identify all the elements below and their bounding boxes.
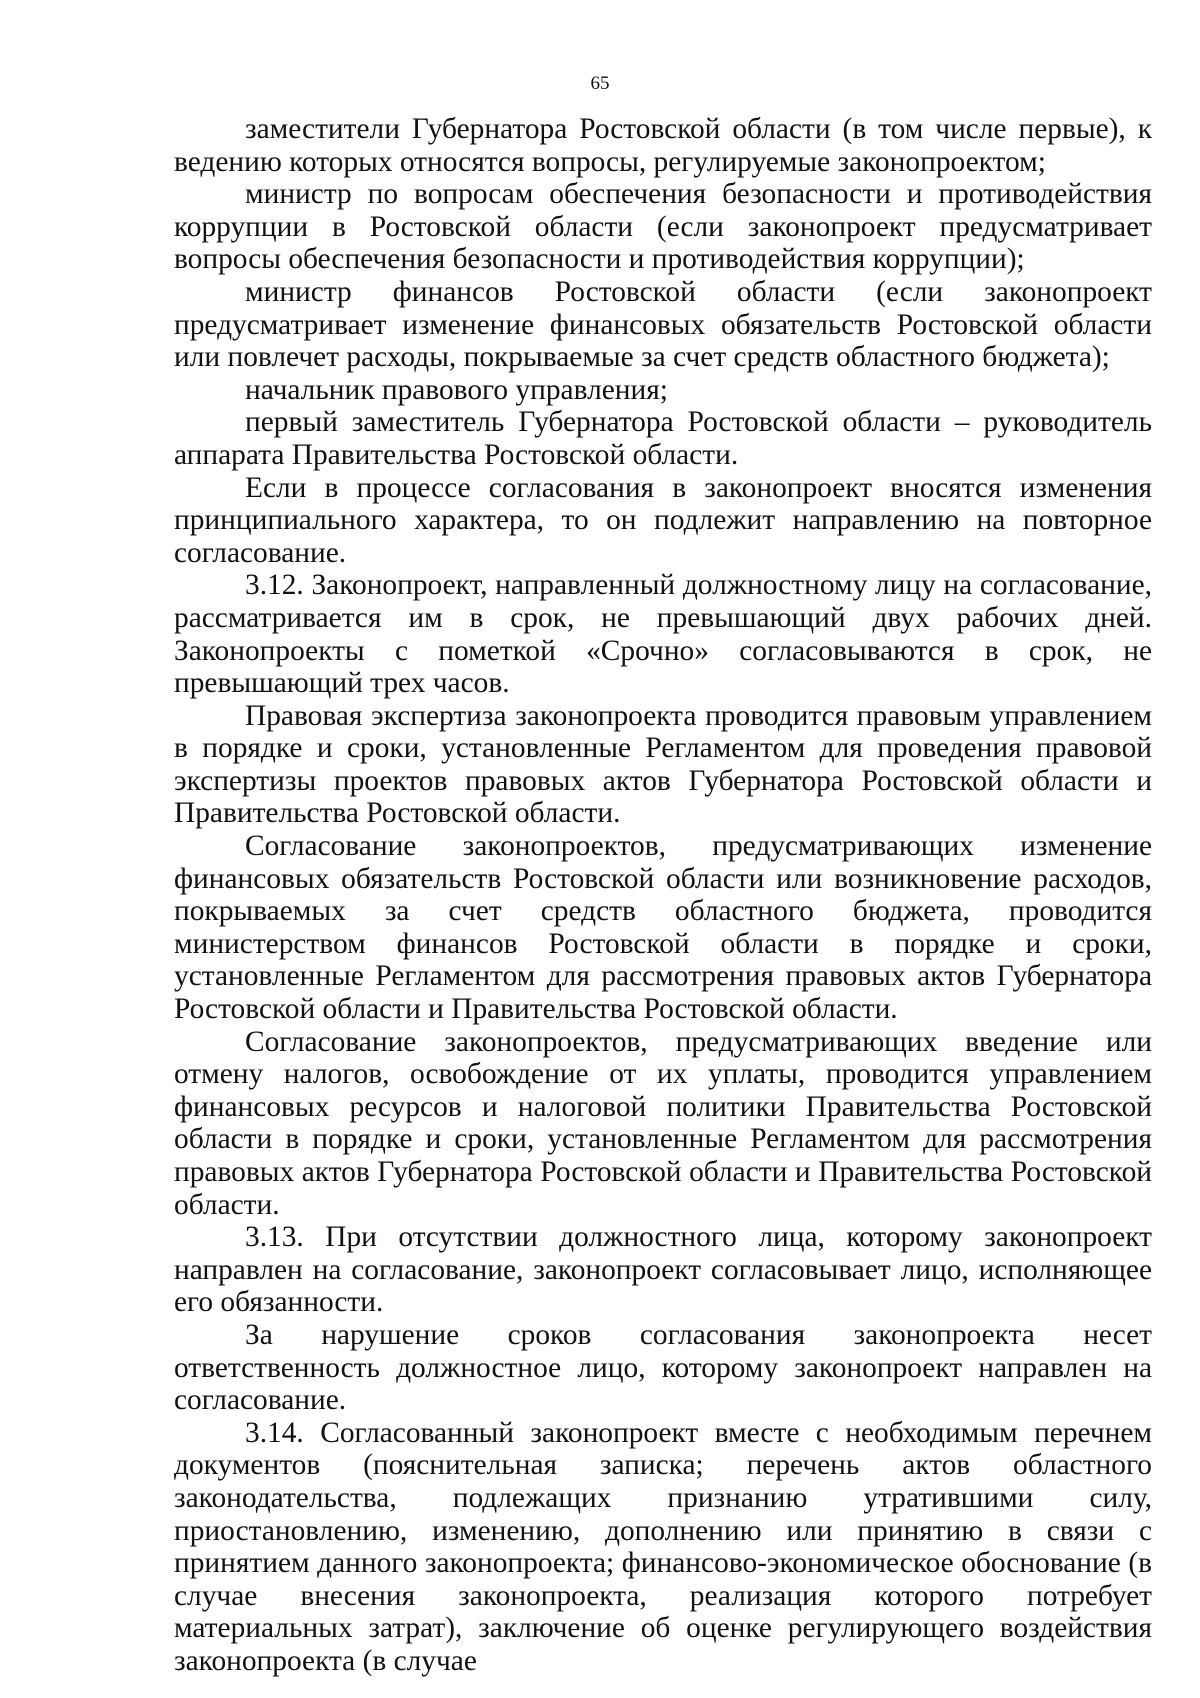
paragraph-finance-minister: министр финансов Ростовской области (если законопроект предусматривает изменение финансовых обязательств Ростовской области или повлечет расходы, покрываемые за счет средств областного бюджета); (174, 275, 1152, 374)
paragraph-repeat-approval: Если в процессе согласования в законопроект вносятся изменения принципиального характера, то он подлежит направлению на повторное согласование. (174, 471, 1152, 569)
paragraph-first-deputy-governor: первый заместитель Губернатора Ростовской области – руководитель аппарата Правительства Ростовской области. (174, 406, 1152, 471)
page-number: 65 (590, 73, 610, 94)
paragraph-legal-expertise: Правовая экспертиза законопроекта проводится правовым управлением в порядке и сроки, установленные Регламентом для проведения правовой экспертизы проектов правовых актов Губернатора Ростовской области и Правительства Ростовской области. (174, 699, 1152, 830)
paragraph-section-3-12: 3.12. Законопроект, направленный должностному лицу на согласование, рассматривается им в срок, не превышающий двух рабочих дней. Законопроекты с пометкой «Срочно» согласовываются в срок, не превышающий трех часов. (174, 569, 1152, 700)
document-body (174, 113, 1152, 1678)
paragraph-security-minister: министр по вопросам обеспечения безопасности и противодействия коррупции в Ростовской области (если законопроект предусматривает вопросы обеспечения безопасности и противодействия коррупции); (174, 178, 1152, 276)
paragraph-legal-department-head: начальник правового управления; (245, 373, 668, 406)
paragraph-finance-approval: Согласование законопроектов, предусматривающих изменение финансовых обязательств Ростовской области или возникновение расходов, покрываемых за счет средств областного бюджета, проводится министерством финансов Ростовской области в порядке и сроки, установленные Регламентом для рассмотрения правовых актов Губернатора Ростовской области и Правительства Ростовской области. (174, 830, 1152, 1026)
paragraph-deputy-governors: заместители Губернатора Ростовской области (в том числе первые), к ведению которых относятся вопросы, регулируемые законопроектом; (174, 113, 1152, 178)
paragraph-section-3-14: 3.14. Согласованный законопроект вместе с необходимым перечнем документов (пояснительная записка; перечень актов областного законодательства, подлежащих признанию утратившими силу, приостановлению, изменению, дополнению или принятию в связи с принятием данного законопроекта; финансово-экономическое обоснование (в случае внесения законопроекта, реализация которого потребует материальных затрат), заключение об оценке регулирующего воздействия законопроекта (в случае (174, 1416, 1152, 1677)
paragraph-tax-approval: Согласование законопроектов, предусматривающих введение или отмену налогов, освобождение от их уплаты, проводится управлением финансовых ресурсов и налоговой политики Правительства Ростовской области в порядке и сроки, установленные Регламентом для рассмотрения правовых актов Губернатора Ростовской области и Правительства Ростовской области. (174, 1025, 1152, 1221)
paragraph-deadline-responsibility: За нарушение сроков согласования законопроекта несет ответственность должностное лицо, которому законопроект направлен на согласование. (174, 1318, 1152, 1417)
paragraph-section-3-13: 3.13. При отсутствии должностного лица, которому законопроект направлен на согласование, законопроект согласовывает лицо, исполняющее его обязанности. (174, 1221, 1152, 1319)
